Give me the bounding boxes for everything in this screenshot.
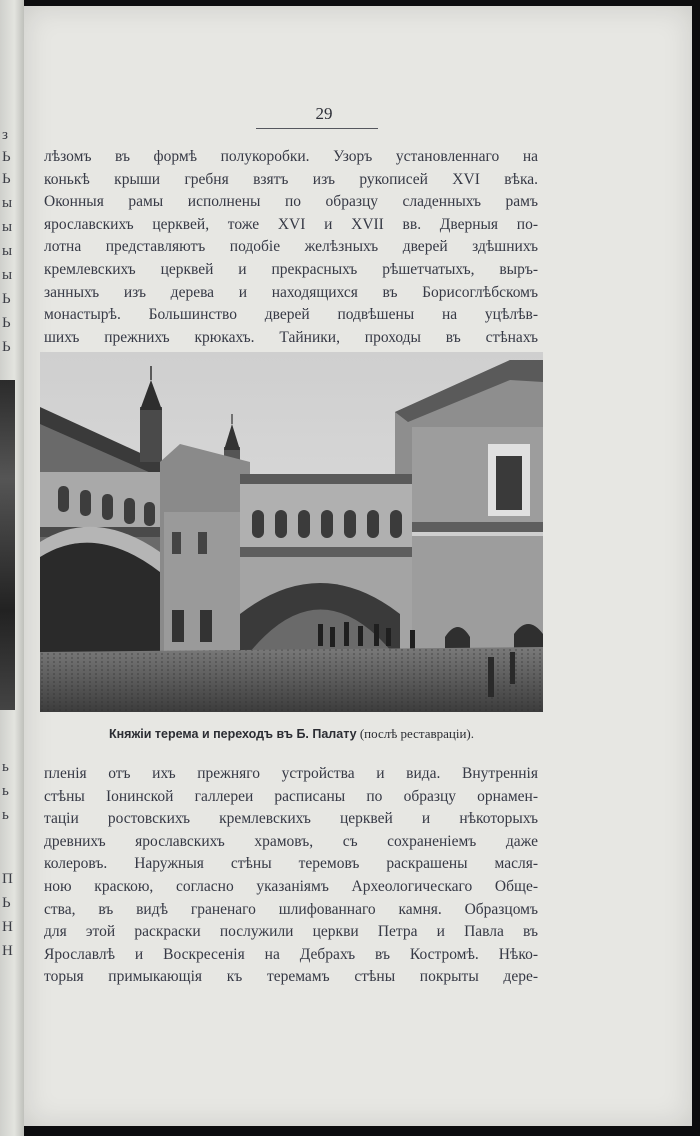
- text-line: таціи ростовскихъ кремлевскихъ церквей и нѣкоторыхъ: [44, 810, 538, 828]
- left-page-edge: [0, 0, 24, 1136]
- left-page-fragment: Н: [2, 919, 13, 935]
- left-page-fragment: Ь: [2, 291, 11, 307]
- left-page-fragment: Ь: [2, 895, 11, 911]
- left-page-fragment: ы: [2, 267, 13, 283]
- left-page-fragment: П: [2, 871, 13, 887]
- left-page-fragment: ы: [2, 243, 13, 259]
- text-line: Оконныя рамы исполнены по образцу сладенныхъ рамъ: [44, 193, 538, 211]
- left-page-fragment: ы: [2, 195, 13, 211]
- left-page-fragment: Н: [2, 943, 13, 959]
- text-line: занныхъ изъ дерева и находящихся въ Борисоглѣбскомъ: [44, 283, 538, 301]
- left-page-fragment: Ь: [2, 339, 11, 355]
- text-line: конькѣ крыши гребня взятъ изъ рукописей XVI вѣка.: [44, 170, 538, 188]
- left-page-fragment: Ь: [2, 315, 11, 331]
- left-page-fragment: з: [2, 127, 8, 143]
- top-paragraph: [44, 146, 538, 372]
- left-page-fragment: ь: [2, 807, 9, 823]
- page-number-rule: [256, 128, 378, 129]
- text-line: колеровъ. Наружныя стѣны теремовъ раскрашены масля-: [44, 855, 538, 873]
- text-line: стѣны Іонинской галлереи расписаны по образцу орнамен-: [44, 787, 538, 805]
- caption-note: (послѣ реставраціи).: [359, 726, 475, 741]
- page-number: 29: [315, 104, 333, 123]
- text-line: лотна представляютъ подобіе желѣзныхъ дверей здѣшнихъ: [44, 238, 538, 256]
- text-line: шихъ прежнихъ крюкахъ. Тайники, проходы въ стѣнахъ: [44, 328, 538, 346]
- text-line: ства, въ видѣ граненаго шлифованнаго камня. Образцомъ: [44, 900, 538, 918]
- photo-caption: [40, 726, 543, 742]
- text-line: монастырѣ. Большинство дверей подвѣшены на уцѣлѣв-: [44, 306, 538, 324]
- left-page-fragment: ь: [2, 759, 9, 775]
- left-page-fragment: ь: [2, 783, 9, 799]
- text-line: ярославскихъ церквей, тоже XVI и XVII вв. Дверныя по-: [44, 215, 538, 233]
- left-page-fragment: Ь: [2, 149, 11, 165]
- text-line: торыя примыкающія къ теремамъ стѣны покрыты дере-: [44, 968, 538, 986]
- bottom-paragraph: [44, 763, 538, 989]
- caption-main: Княжіи терема и переходъ въ Б. Палату: [108, 727, 357, 741]
- text-line: кремлевскихъ церквей и прекрасныхъ рѣшетчатыхъ, выръ-: [44, 260, 538, 278]
- text-line: древнихъ ярославскихъ храмовъ, съ сохраненіемъ даже: [44, 832, 538, 850]
- text-line: ною краскою, согласно указаніямъ Археологическаго Обще-: [44, 877, 538, 895]
- text-line: пленія отъ ихъ прежняго устройства и вида. Внутреннія: [44, 765, 538, 782]
- text-line: Ярославлѣ и Воскресенія на Дебрахъ въ Костромѣ. Нѣко-: [44, 945, 538, 963]
- text-line: для этой раскраски послужили церкви Петра и Павла въ: [44, 923, 538, 941]
- left-page-fragment: Ь: [2, 171, 11, 187]
- left-page-fragment: ы: [2, 219, 13, 235]
- left-page-photo-fragment: [0, 380, 15, 710]
- book-page: [24, 6, 692, 1126]
- kremlin-terem-photo: [40, 352, 543, 712]
- text-line: лѣзомъ въ формѣ полукоробки. Узоръ установленнаго на: [44, 148, 538, 165]
